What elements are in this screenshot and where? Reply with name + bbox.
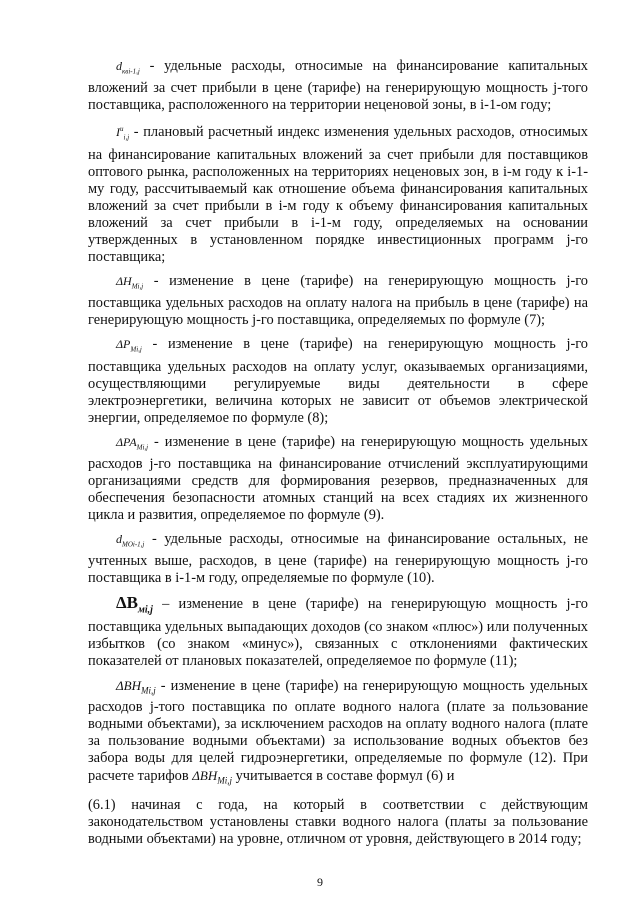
definition-d-mo	[88, 531, 588, 587]
symbol-subscript: МОi-1,j	[122, 540, 145, 549]
definition-text: - изменение в цене (тарифе) на генерирующую мощность j-го поставщика удельных расходов на оплату услуг, оказываемых организациями, осуществляющими регулируемые виды деятельности в сфере электроэнергетики, величина которых не зависит от объемов электрической энергии, определяемое по формуле (8);	[88, 336, 588, 426]
continuation-text: (6.1) начиная с года, на который в соответствии с действующим законодательством установлены ставки водного налога (платы за пользование водными объектами) на уровне, отличном от уровня, действующего в 2014 году;	[88, 796, 588, 847]
symbol-delta-bh	[116, 677, 156, 696]
definition-delta-bh	[88, 677, 588, 790]
symbol-subscript: i,j	[123, 133, 130, 142]
definition-text: - удельные расходы, относимые на финансирование остальных, не учтенных выше, расходов, в цене (тарифе) на генерирующую мощность j-го поставщика в i-1-м году, определяемые по формуле (10).	[88, 530, 588, 587]
symbol-subscript: Мi,j	[217, 775, 232, 786]
definition-text: – изменение в цене (тарифе) на генерирующую мощность j-го поставщика удельных выпадающих доходов (со знаком «плюс») или полученных избытков (со знаком «минус»), связанных с отклонениями фактических показателей от плановых показателей, определяемое по формуле (11);	[88, 596, 589, 669]
definition-delta-pa	[88, 434, 588, 524]
inline-symbol-delta-bh	[192, 768, 232, 786]
symbol-subscript: Мi,j	[130, 345, 142, 354]
definition-text: - удельные расходы, относимые на финансирование капитальных вложений за счет прибыли в цене (тарифе) на генерирующую мощность j-того поставщика, расположенного на территории неценовой зоны, в i-1-ом году;	[88, 58, 588, 114]
symbol-d-mo	[116, 531, 145, 549]
definition-text: - изменение в цене (тарифе) на генерирующую мощность j-го поставщика удельных расходов на оплату налога на прибыль в цене (тарифе) на генерирующую мощность j-го поставщика, определяемых по формуле (7);	[88, 272, 588, 329]
symbol-base: ΔРА	[116, 434, 137, 449]
symbol-delta-b	[116, 593, 153, 616]
symbol-base: I	[116, 125, 120, 140]
symbol-base: ΔН	[116, 273, 132, 288]
symbol-subscript: Мi,j	[131, 282, 144, 291]
symbol-subscript: Мi,j	[136, 442, 149, 451]
definition-delta-p	[88, 336, 588, 426]
definition-text: - изменение в цене (тарифе) на генерирующую мощность удельных расходов j-того поставщика по оплате водного налога (плате за пользование водными объектами), за исключением расходов на оплату водного налога (плате за пользование водными объектами) за использование водных объектов без забора воды для целей гидроэнергетики, определяемые по формуле (12). При расчете тарифов	[88, 677, 588, 785]
definition-text-after: учитывается в составе формул (6) и	[231, 768, 455, 785]
symbol-base: ΔВН	[192, 768, 218, 784]
symbol-delta-n	[116, 273, 144, 291]
symbol-superscript: и	[120, 125, 124, 134]
symbol-base: ΔВ	[116, 593, 138, 613]
continuation-paragraph	[88, 797, 588, 848]
definition-text: - плановый расчетный индекс изменения удельных расходов, относимых на финансирование капитальных вложений за счет прибыли для поставщиков оптового рынка, расположенных на территориях неценовых зон, в i-м году к i-1-му году, рассчитываемый как отношение объема финансирования капитальных вложений за счет прибыли в i-м году к объему финансирования капитальных вложений за счет прибыли в i-1-м году, определяемых на основании утвержденных в установленном порядке инвестиционных программ j-го поставщика;	[88, 124, 588, 265]
symbol-subscript: Мi,j	[140, 685, 156, 696]
definition-delta-b	[88, 594, 588, 669]
symbol-delta-p	[116, 337, 142, 354]
symbol-subscript: мi,j	[138, 604, 153, 616]
symbol-base: d	[116, 59, 122, 73]
definition-text: - изменение в цене (тарифе) на генерирующую мощность удельных расходов j-го поставщика на финансирование отчислений эксплуатирующими организациями средств для формирования резервов, предназначенных для обеспечения безопасности атомных станций на всех стадиях их жизненного цикла и развития, определяемое по формуле (9).	[88, 433, 588, 523]
symbol-subscript: квi-1,j	[122, 67, 140, 76]
symbol-d-kvi	[116, 59, 140, 76]
symbol-base: ΔР	[116, 337, 131, 352]
symbol-base: d	[116, 531, 122, 546]
symbol-i-index	[116, 125, 130, 142]
definition-i-index	[88, 121, 588, 265]
symbol-base: ΔВН	[116, 677, 141, 693]
definition-d-kvi	[88, 58, 588, 114]
definition-delta-n	[88, 273, 588, 329]
symbol-delta-pa	[116, 435, 148, 449]
page-number: 9	[317, 875, 323, 889]
